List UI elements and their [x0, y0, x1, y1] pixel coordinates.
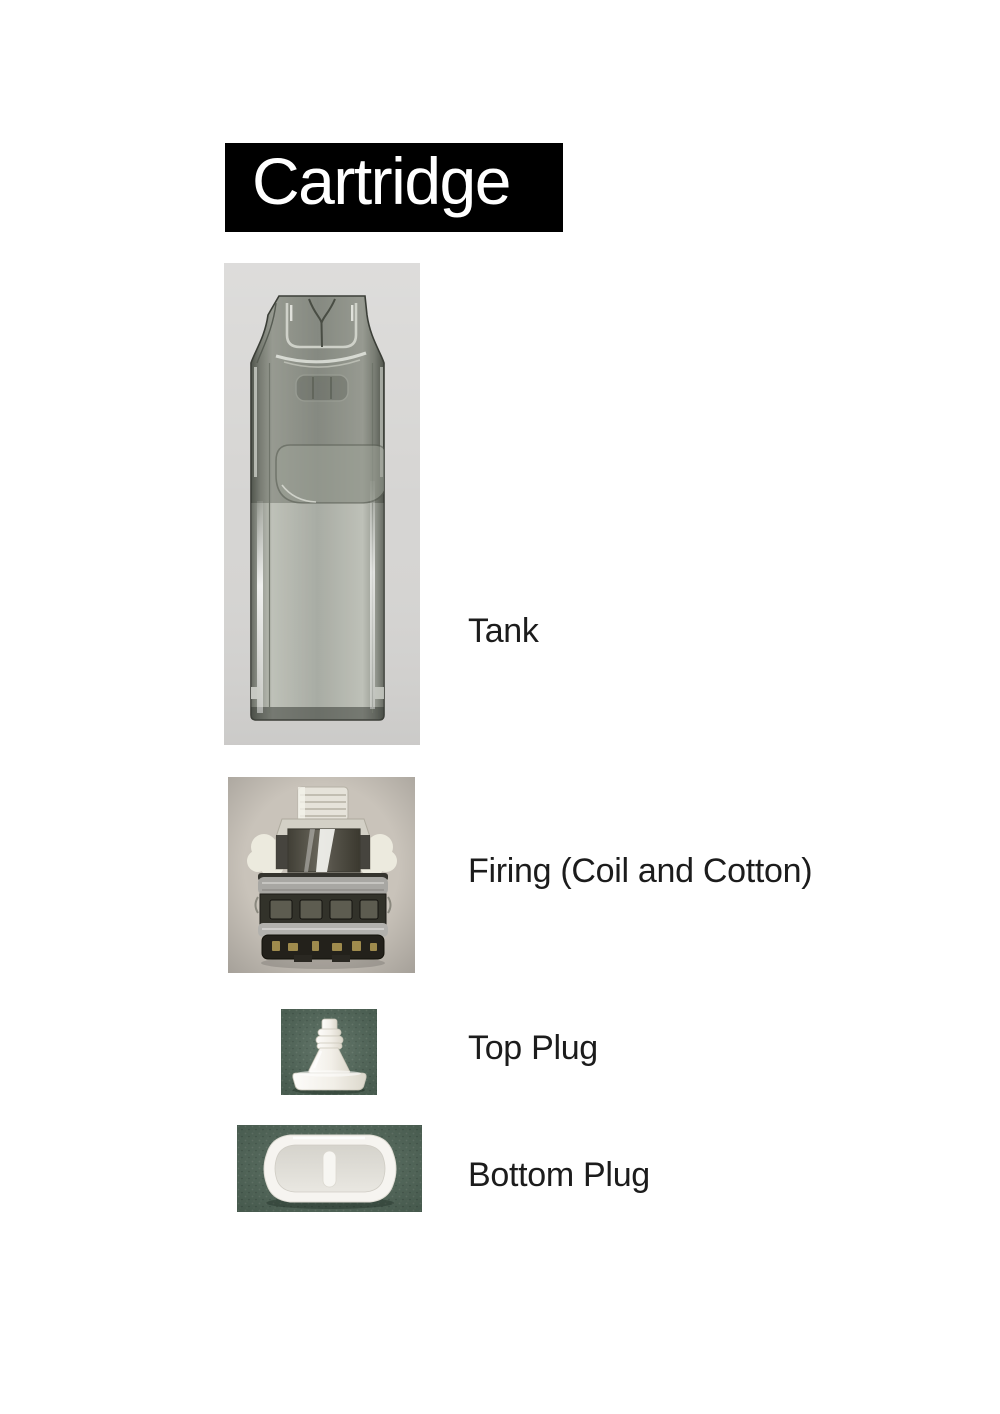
top-plug-label: Top Plug [468, 1029, 598, 1067]
cartridge-title-banner [225, 143, 563, 232]
firing-coil-photo [228, 777, 415, 973]
bottom-plug-label: Bottom Plug [468, 1156, 650, 1194]
page-title: Cartridge [252, 144, 510, 218]
firing-label: Firing (Coil and Cotton) [468, 852, 813, 890]
bottom-plug-photo [237, 1125, 422, 1212]
top-plug-photo [281, 1009, 377, 1095]
tank-photo [224, 263, 420, 745]
tank-label: Tank [468, 612, 539, 650]
